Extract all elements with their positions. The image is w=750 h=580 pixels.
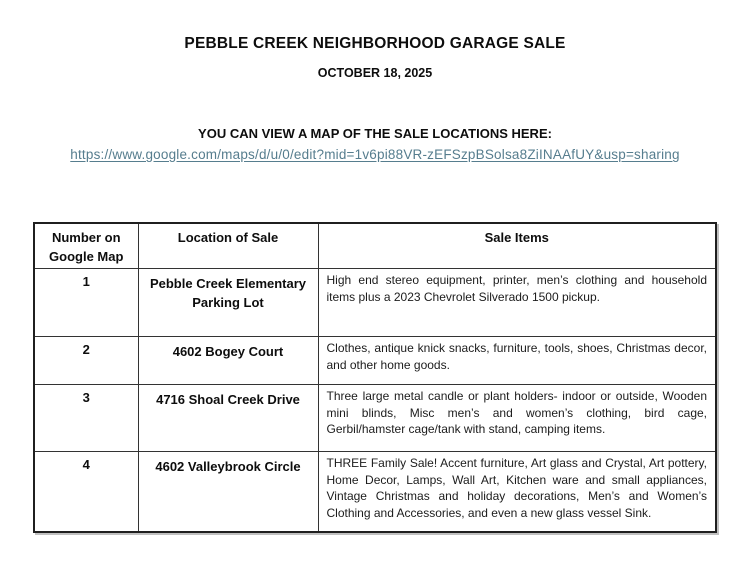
cell-map-number: 2 xyxy=(34,337,138,385)
table-row xyxy=(34,385,716,452)
cell-sale-items: High end stereo equipment, printer, men’s clothing and household items plus a 2023 Chevrolet Silverado 1500 pickup. xyxy=(318,269,716,337)
cell-map-number: 1 xyxy=(34,269,138,337)
table-row xyxy=(34,269,716,337)
map-instructions: YOU CAN VIEW A MAP OF THE SALE LOCATIONS HERE: xyxy=(198,126,552,141)
map-link-row xyxy=(0,146,750,164)
col-header-location: Location of Sale xyxy=(138,223,318,269)
table-row xyxy=(34,337,716,385)
cell-location: 4716 Shoal Creek Drive xyxy=(138,385,318,452)
col-header-number: Number on Google Map xyxy=(34,223,138,269)
page-title: PEBBLE CREEK NEIGHBORHOOD GARAGE SALE xyxy=(184,35,566,52)
cell-location: 4602 Bogey Court xyxy=(138,337,318,385)
cell-location: 4602 Valleybrook Circle xyxy=(138,452,318,532)
cell-location: Pebble Creek Elementary Parking Lot xyxy=(138,269,318,337)
map-link[interactable]: https://www.google.com/maps/d/u/0/edit?mid=1v6pi88VR-zEFSzpBSolsa8ZiINAAfUY&usp=sharing xyxy=(70,147,680,162)
cell-sale-items: THREE Family Sale! Accent furniture, Art glass and Crystal, Art pottery, Home Decor, Lamps, Wall Art, Kitchen ware and small appliances, Vintage Christmas and holiday decorations, Men’s and Women’s Clothing and Accessories, and even a new glass vessel Sink. xyxy=(318,452,716,532)
sale-table-container xyxy=(33,222,715,533)
table-row xyxy=(34,452,716,532)
cell-sale-items: Three large metal candle or plant holders- indoor or outside, Wooden mini blinds, Misc men’s and women’s clothing, bird cage, Gerbil/hamster cage/tank with stand, camping items. xyxy=(318,385,716,452)
table-header-row xyxy=(34,223,716,269)
cell-sale-items: Clothes, antique knick snacks, furniture, tools, shoes, Christmas decor, and other home goods. xyxy=(318,337,716,385)
sale-table xyxy=(33,222,717,533)
sale-date: OCTOBER 18, 2025 xyxy=(317,66,433,80)
cell-map-number: 3 xyxy=(34,385,138,452)
cell-map-number: 4 xyxy=(34,452,138,532)
col-header-items: Sale Items xyxy=(318,223,716,269)
